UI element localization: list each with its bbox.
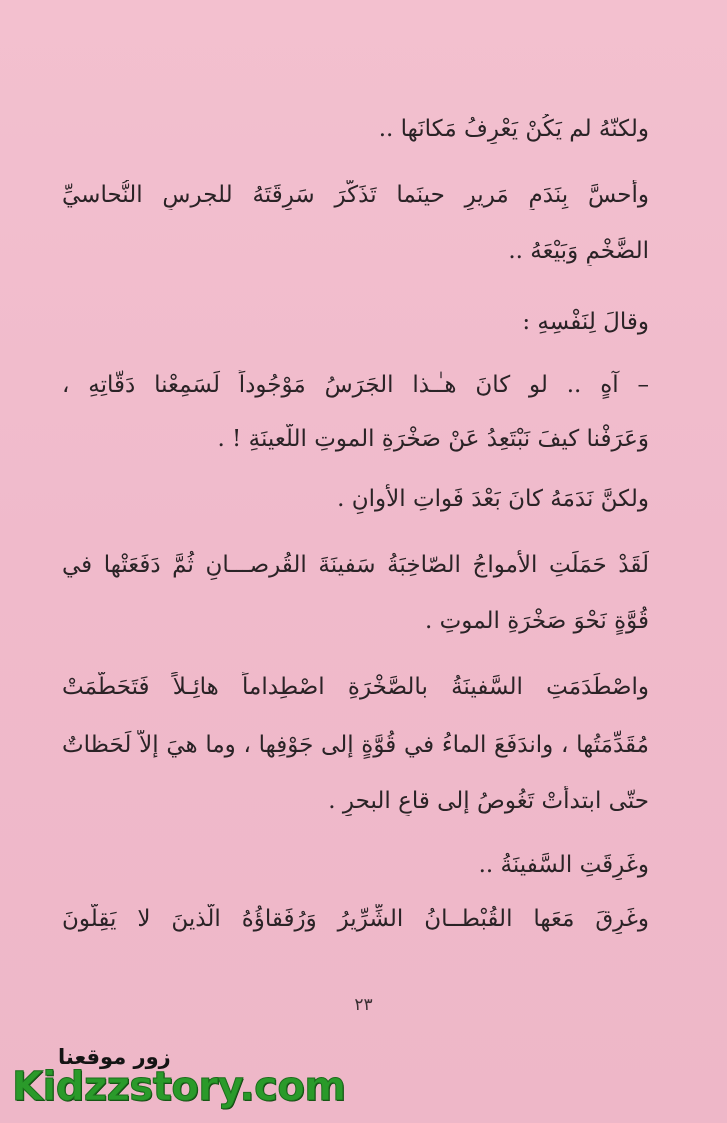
text-line: – آهٍ .. لو كانَ هـٰـذا الجَرَسُ مَوْجُوداً لَسَمِعْنا دَقّاتِهِ ،: [62, 372, 649, 398]
text-line: ولكنَّ نَدَمَهُ كانَ بَعْدَ فَواتِ الأَوانِ .: [337, 486, 649, 512]
text-line: وَعَرَفْنا كيفَ نَبْتَعِدُ عَنْ صَخْرَةِ الموتِ اللّعينَةِ ! .: [217, 426, 649, 452]
text-line: وقالَ لِنَفْسِهِ :: [522, 309, 649, 335]
text-line: الضَّخْمِ وَبَيْعَهُ ..: [508, 238, 649, 264]
text-line: لَقَدْ حَمَلَتِ الأَمواجُ الصّاخِبَةُ سَفينَةَ القُرصـــانِ ثُمَّ دَفَعَتْها في: [62, 552, 649, 578]
text-line: حتّى ابتدأَتْ تَغُوصُ إلى قاعِ البحرِ .: [328, 788, 649, 814]
text-line: وغَرِقَتِ السَّفينَةُ ..: [478, 852, 649, 878]
text-line: وأَحسَّ بِنَدَمٍ مَريرٍ حينَما تَذَكَّرَ سَرِقَتَهُ للجرسِ النُّحاسيِّ: [62, 182, 649, 208]
text-line: قُوَّةٍ نَحْوَ صَخْرَةِ الموتِ .: [425, 608, 649, 634]
text-line: وغَرِقَ مَعَها القُبْطــانُ الشِّرِّيرُ وَرُفَقاؤُهُ الّذينَ لا يَقِلُّونَ: [62, 906, 649, 932]
text-line: واصْطَدَمَتِ السَّفينَةُ بالصَّخْرَةِ اصْطِداماً هائِـلاً فَتَحَطَّمَتْ: [62, 674, 649, 700]
text-line: مُقَدِّمَتُها ، واندَفَعَ الماءُ في قُوَّةٍ إلى جَوْفِها ، وما هيَ إلاّ لَحَظاتٌ: [62, 732, 649, 758]
text-line: ولكنّهُ لم يَكُنْ يَعْرِفُ مَكانَها ..: [378, 116, 649, 142]
watermark-arabic: زور موقعنا: [58, 1045, 171, 1069]
page-number: ٢٣: [354, 995, 373, 1015]
watermark-site-name: Kidzzstory.com: [12, 1064, 346, 1110]
